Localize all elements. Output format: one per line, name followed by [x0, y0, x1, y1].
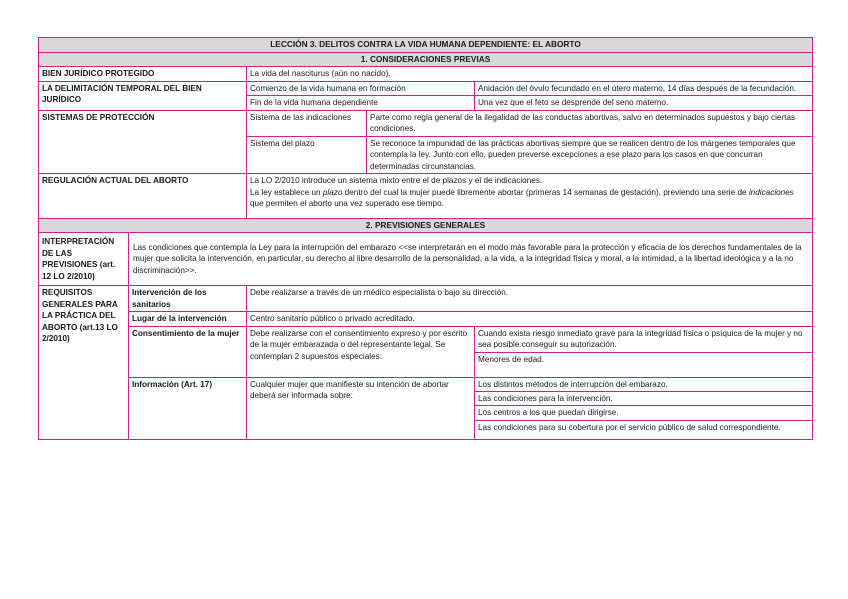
sistema-indicaciones-value: Parte como regla general de la ilegalidad de las conductas abortivas, salvo en determinados supuestos y bajo ciertas condiciones. — [367, 110, 813, 136]
consentimiento-case-2: Menores de edad. — [475, 352, 813, 377]
regulacion-label: REGULACIÓN ACTUAL DEL ABORTO — [39, 174, 247, 218]
section-2-heading: 2. PREVISIONES GENERALES — [39, 218, 813, 233]
section-1-heading: 1. CONSIDERACIONES PREVIAS — [39, 52, 813, 67]
delimitacion-row-1-left: Comienzo de la vida humana en formación — [247, 81, 475, 95]
lugar-label: Lugar de la intervención — [129, 312, 247, 326]
sistema-plazo-value: Se reconoce la impunidad de las prácticas abortivas siempre que se realicen dentro de los márgenes temporales que contempla la ley. Junto con ello, pueden preverse excepciones a ese plazo para los casos en que concurran determinadas circunstancias. — [367, 136, 813, 173]
bien-juridico-value: La vida del nasciturus (aún no nacido). — [247, 67, 813, 81]
bien-juridico-label: BIEN JURÍDICO PROTEGIDO — [39, 67, 247, 81]
intervencion-value: Debe realizarse a través de un médico especialista o bajo su dirección. — [247, 286, 813, 312]
delimitacion-row-2-right: Una vez que el feto se desprende del seno materno. — [475, 96, 813, 110]
document-sheet — [38, 37, 812, 440]
indicaciones-term: indicaciones — [748, 187, 794, 197]
sistema-plazo-label: Sistema del plazo — [247, 136, 367, 173]
regulacion-line-1: La LO 2/2010 introduce un sistema mixto entre el de plazos y el de indicaciones. — [250, 176, 543, 186]
consentimiento-label: Consentimiento de la mujer — [129, 326, 247, 377]
informacion-item-1: Los distintos métodos de interrupción del embarazo. — [475, 377, 813, 391]
informacion-item-2: Las condiciones para la intervención. — [475, 392, 813, 406]
consentimiento-value: Debe realizarse con el consentimiento expreso y por escrito de la mujer embarazada o del representante legal. Se contemplan 2 supuestos especiales: — [247, 326, 475, 377]
delimitacion-row-2-left: Fin de la vida humana dependiente — [247, 96, 475, 110]
delimitacion-row-1-right: Anidación del óvulo fecundado en el útero materno, 14 días después de la fecundación. — [475, 81, 813, 95]
informacion-item-3: Los centros a los que puedan dirigirse. — [475, 406, 813, 420]
informacion-label: Información (Art. 17) — [129, 377, 247, 440]
sistemas-label: SISTEMAS DE PROTECCIÓN — [39, 110, 247, 173]
intervencion-label: Intervención de los sanitarios — [129, 286, 247, 312]
lesson-title: LECCIÓN 3. DELITOS CONTRA LA VIDA HUMANA DEPENDIENTE: EL ABORTO — [39, 38, 813, 53]
informacion-value: Cualquier mujer que manifieste su intención de abortar deberá ser informada sobre: — [247, 377, 475, 440]
summary-table — [38, 37, 813, 440]
consentimiento-case-1: Cuando exista riesgo inmediato grave para la integridad física o psíquica de la mujer y no sea posible conseguir su autorización. — [475, 326, 813, 352]
delimitacion-label: LA DELIMITACIÓN TEMPORAL DEL BIEN JURÍDICO — [39, 81, 247, 110]
interpretacion-value: Las condiciones que contempla la Ley para la interrupción del embarazo <<se interpretarán en el modo más favorable para la protección y eficacia de los derechos fundamentales de la mujer que solicita la intervención, en particular, su derecho al libre desarrollo de la personalidad, a la vida, a la integridad física y moral, a la intimidad, a la libertad ideológica y a la no discriminación>>. — [129, 233, 813, 286]
plazo-term: plazo — [322, 187, 343, 197]
requisitos-label: REQUISITOS GENERALES PARA LA PRÁCTICA DEL ABORTO (art.13 LO 2/2010) — [39, 286, 129, 440]
informacion-item-4: Las condiciones para su cobertura por el servicio público de salud correspondiente. — [475, 420, 813, 439]
sistema-indicaciones-label: Sistema de las indicaciones — [247, 110, 367, 136]
interpretacion-label: INTERPRETACIÓN DE LAS PREVISIONES (art. 12 LO 2/2010) — [39, 233, 129, 286]
regulacion-line-2: La ley establece un plazo dentro del cual la mujer puede libremente abortar (primeras 14 semanas de gestación), previendo una serie de indicaciones que permiten el aborto una vez superado ese tiempo. — [250, 187, 794, 209]
regulacion-value — [247, 174, 813, 218]
lugar-value: Centro sanitario público o privado acreditado. — [247, 312, 813, 326]
